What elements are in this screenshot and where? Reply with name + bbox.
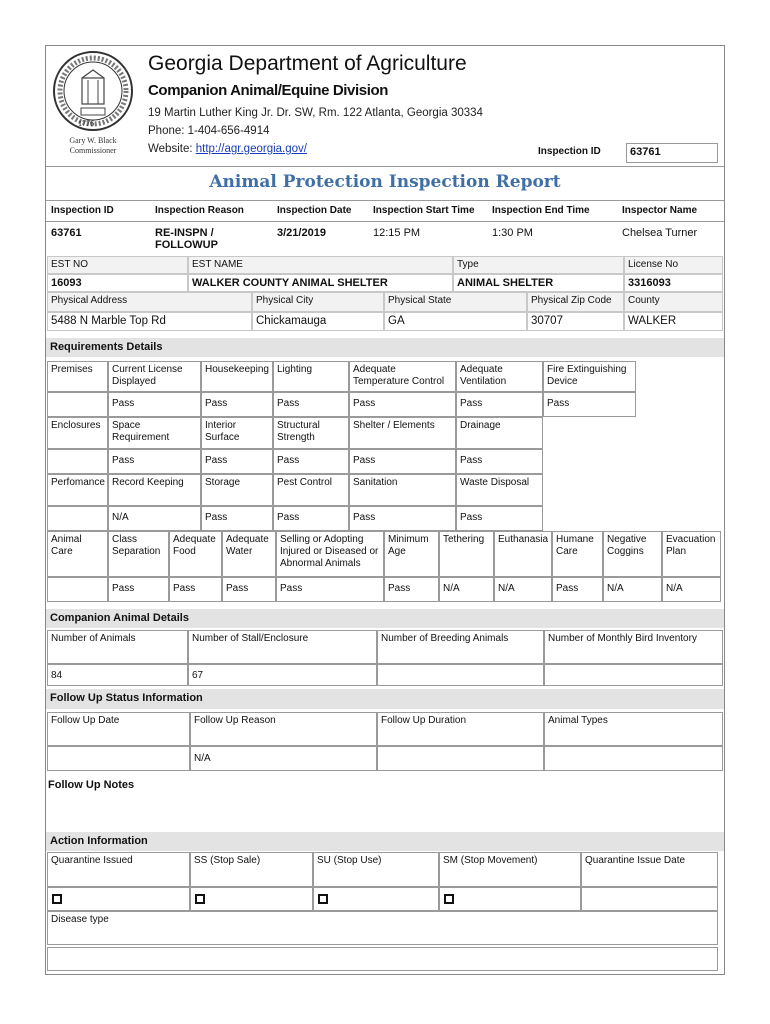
- inspection-header-2: Inspection Date: [277, 205, 352, 216]
- animal_care-result-9: N/A: [662, 577, 721, 602]
- animal_care-result-1: Pass: [169, 577, 222, 602]
- insp-line-mid: [46, 221, 724, 222]
- followup-header-2: Follow Up Duration: [377, 712, 544, 746]
- followup-value-1: N/A: [190, 746, 377, 771]
- disease-type: Disease type: [47, 911, 718, 945]
- companion-header-1: Number of Stall/Enclosure: [188, 630, 377, 664]
- est-county: WALKER: [624, 312, 723, 331]
- performance-label: Perfomance: [47, 474, 108, 506]
- performance-result-3: Pass: [349, 506, 456, 531]
- animal_care-label-blank: [47, 577, 108, 602]
- performance-result-2: Pass: [273, 506, 349, 531]
- companion-title: Companion Animal Details: [46, 609, 724, 628]
- performance-item-0: Record Keeping: [108, 474, 201, 506]
- inspection-value-0: 63761: [51, 227, 82, 239]
- est-state: GA: [384, 312, 527, 331]
- premises-label: Premises: [47, 361, 108, 392]
- action-checkbox-1[interactable]: [195, 894, 205, 904]
- companion-value-3: [544, 664, 723, 686]
- enclosures-result-1: Pass: [201, 449, 273, 474]
- enclosures-label-blank: [47, 449, 108, 474]
- est-type: ANIMAL SHELTER: [453, 274, 624, 292]
- action-header-2: SU (Stop Use): [313, 852, 439, 887]
- action-value-2: [313, 887, 439, 911]
- followup-value-2: [377, 746, 544, 771]
- performance-result-4: Pass: [456, 506, 543, 531]
- followup-title: Follow Up Status Information: [46, 689, 724, 709]
- action-checkbox-0[interactable]: [52, 894, 62, 904]
- animal_care-item-8: Negative Coggins: [603, 531, 662, 577]
- animal_care-result-7: Pass: [552, 577, 603, 602]
- followup-notes-title: Follow Up Notes: [48, 779, 135, 791]
- requirements-title: Requirements Details: [46, 338, 724, 357]
- inspection-value-1: RE-INSPN / FOLLOWUP: [155, 227, 218, 251]
- est-license: 3316093: [624, 274, 723, 292]
- animal_care-item-9: Evacuation Plan: [662, 531, 721, 577]
- inspection-header-0: Inspection ID: [51, 205, 114, 216]
- premises-label-blank: [47, 392, 108, 417]
- performance-item-2: Pest Control: [273, 474, 349, 506]
- animal_care-label: Animal Care: [47, 531, 108, 577]
- animal_care-item-0: Class Separation: [108, 531, 169, 577]
- premises-result-5: Pass: [543, 392, 636, 417]
- animal_care-item-4: Minimum Age: [384, 531, 439, 577]
- companion-value-1: 67: [188, 664, 377, 686]
- header-divider: [46, 166, 724, 167]
- premises-result-2: Pass: [273, 392, 349, 417]
- companion-header-0: Number of Animals: [47, 630, 188, 664]
- animal_care-result-4: Pass: [384, 577, 439, 602]
- action-header-4: Quarantine Issue Date: [581, 852, 718, 887]
- commissioner-title: Commissioner: [69, 146, 117, 155]
- disease-type-value: [47, 947, 718, 971]
- enclosures-item-4: Drainage: [456, 417, 543, 449]
- seal-year: 1776: [78, 119, 94, 128]
- animal_care-item-6: Euthanasia: [494, 531, 552, 577]
- est-address: 5488 N Marble Top Rd: [47, 312, 252, 331]
- premises-result-0: Pass: [108, 392, 201, 417]
- action-header-1: SS (Stop Sale): [190, 852, 313, 887]
- insp-line-top: [46, 200, 724, 201]
- website-label: Website:: [148, 143, 193, 155]
- inspection-value-2: 3/21/2019: [277, 227, 326, 239]
- inspection-value-4: 1:30 PM: [492, 227, 533, 239]
- performance-item-4: Waste Disposal: [456, 474, 543, 506]
- premises-item-4: Adequate Ventilation: [456, 361, 543, 392]
- est-city: Chickamauga: [252, 312, 384, 331]
- division-name: Companion Animal/Equine Division: [148, 82, 388, 99]
- followup-header-3: Animal Types: [544, 712, 723, 746]
- premises-item-1: Housekeeping: [201, 361, 273, 392]
- inspection-header-1: Inspection Reason: [155, 205, 244, 216]
- est-zip: 30707: [527, 312, 624, 331]
- action-value-0: [47, 887, 190, 911]
- inspection-header-4: Inspection End Time: [492, 205, 590, 216]
- animal_care-result-6: N/A: [494, 577, 552, 602]
- enclosures-item-1: Interior Surface: [201, 417, 273, 449]
- inspection-value-3: 12:15 PM: [373, 227, 421, 239]
- org-name: Georgia Department of Agriculture: [148, 52, 467, 75]
- commissioner-name: Gary W. Black: [69, 136, 117, 145]
- followup-header-1: Follow Up Reason: [190, 712, 377, 746]
- premises-item-3: Adequate Temperature Control: [349, 361, 456, 392]
- premises-item-0: Current License Displayed: [108, 361, 201, 392]
- animal_care-item-1: Adequate Food: [169, 531, 222, 577]
- performance-item-1: Storage: [201, 474, 273, 506]
- performance-label-blank: [47, 506, 108, 531]
- action-value-4: [581, 887, 718, 911]
- enclosures-item-3: Shelter / Elements: [349, 417, 456, 449]
- animal_care-result-3: Pass: [276, 577, 384, 602]
- premises-result-3: Pass: [349, 392, 456, 417]
- animal_care-result-8: N/A: [603, 577, 662, 602]
- inspection-id-label: Inspection ID: [538, 146, 601, 157]
- enclosures-result-3: Pass: [349, 449, 456, 474]
- companion-header-3: Number of Monthly Bird Inventory: [544, 630, 723, 664]
- est-license-label: License No: [624, 256, 723, 274]
- animal_care-result-5: N/A: [439, 577, 494, 602]
- followup-header-0: Follow Up Date: [47, 712, 190, 746]
- org-phone: Phone: 1-404-656-4914: [148, 125, 270, 137]
- premises-item-5: Fire Extinguishing Device: [543, 361, 636, 392]
- companion-value-2: [377, 664, 544, 686]
- inspection-id-box: 63761: [626, 143, 718, 163]
- est-county-label: County: [624, 292, 723, 312]
- inspection-value-5: Chelsea Turner: [622, 227, 698, 239]
- action-value-1: [190, 887, 313, 911]
- enclosures-result-2: Pass: [273, 449, 349, 474]
- followup-value-0: [47, 746, 190, 771]
- companion-value-0: 84: [47, 664, 188, 686]
- action-value-3: [439, 887, 581, 911]
- est-est-no-label: EST NO: [47, 256, 188, 274]
- animal_care-item-2: Adequate Water: [222, 531, 276, 577]
- est-est-no: 16093: [47, 274, 188, 292]
- enclosures-result-4: Pass: [456, 449, 543, 474]
- animal_care-item-3: Selling or Adopting Injured or Diseased or Abnormal Animals: [276, 531, 384, 577]
- action-title: Action Information: [46, 832, 724, 851]
- inspection-header-5: Inspector Name: [622, 205, 698, 216]
- action-checkbox-3[interactable]: [444, 894, 454, 904]
- animal_care-item-5: Tethering: [439, 531, 494, 577]
- enclosures-result-0: Pass: [108, 449, 201, 474]
- report-title: Animal Protection Inspection Report: [209, 172, 561, 192]
- performance-item-3: Sanitation: [349, 474, 456, 506]
- est-address-label: Physical Address: [47, 292, 252, 312]
- inspection-header-3: Inspection Start Time: [373, 205, 475, 216]
- enclosures-item-2: Structural Strength: [273, 417, 349, 449]
- est-type-label: Type: [453, 256, 624, 274]
- performance-result-1: Pass: [201, 506, 273, 531]
- org-website: [148, 143, 307, 155]
- action-checkbox-2[interactable]: [318, 894, 328, 904]
- action-header-0: Quarantine Issued: [47, 852, 190, 887]
- animal_care-result-0: Pass: [108, 577, 169, 602]
- followup-value-3: [544, 746, 723, 771]
- org-address: 19 Martin Luther King Jr. Dr. SW, Rm. 122 Atlanta, Georgia 30334: [148, 107, 483, 119]
- premises-result-1: Pass: [201, 392, 273, 417]
- performance-result-0: N/A: [108, 506, 201, 531]
- action-header-3: SM (Stop Movement): [439, 852, 581, 887]
- animal_care-result-2: Pass: [222, 577, 276, 602]
- companion-header-2: Number of Breeding Animals: [377, 630, 544, 664]
- est-zip-label: Physical Zip Code: [527, 292, 624, 312]
- est-est-name-label: EST NAME: [188, 256, 453, 274]
- enclosures-item-0: Space Requirement: [108, 417, 201, 449]
- est-est-name: WALKER COUNTY ANIMAL SHELTER: [188, 274, 453, 292]
- est-city-label: Physical City: [252, 292, 384, 312]
- enclosures-label: Enclosures: [47, 417, 108, 449]
- commissioner: [52, 136, 134, 156]
- premises-result-4: Pass: [456, 392, 543, 417]
- premises-item-2: Lighting: [273, 361, 349, 392]
- animal_care-item-7: Humane Care: [552, 531, 603, 577]
- est-state-label: Physical State: [384, 292, 527, 312]
- website-link[interactable]: http://agr.georgia.gov/: [195, 143, 307, 155]
